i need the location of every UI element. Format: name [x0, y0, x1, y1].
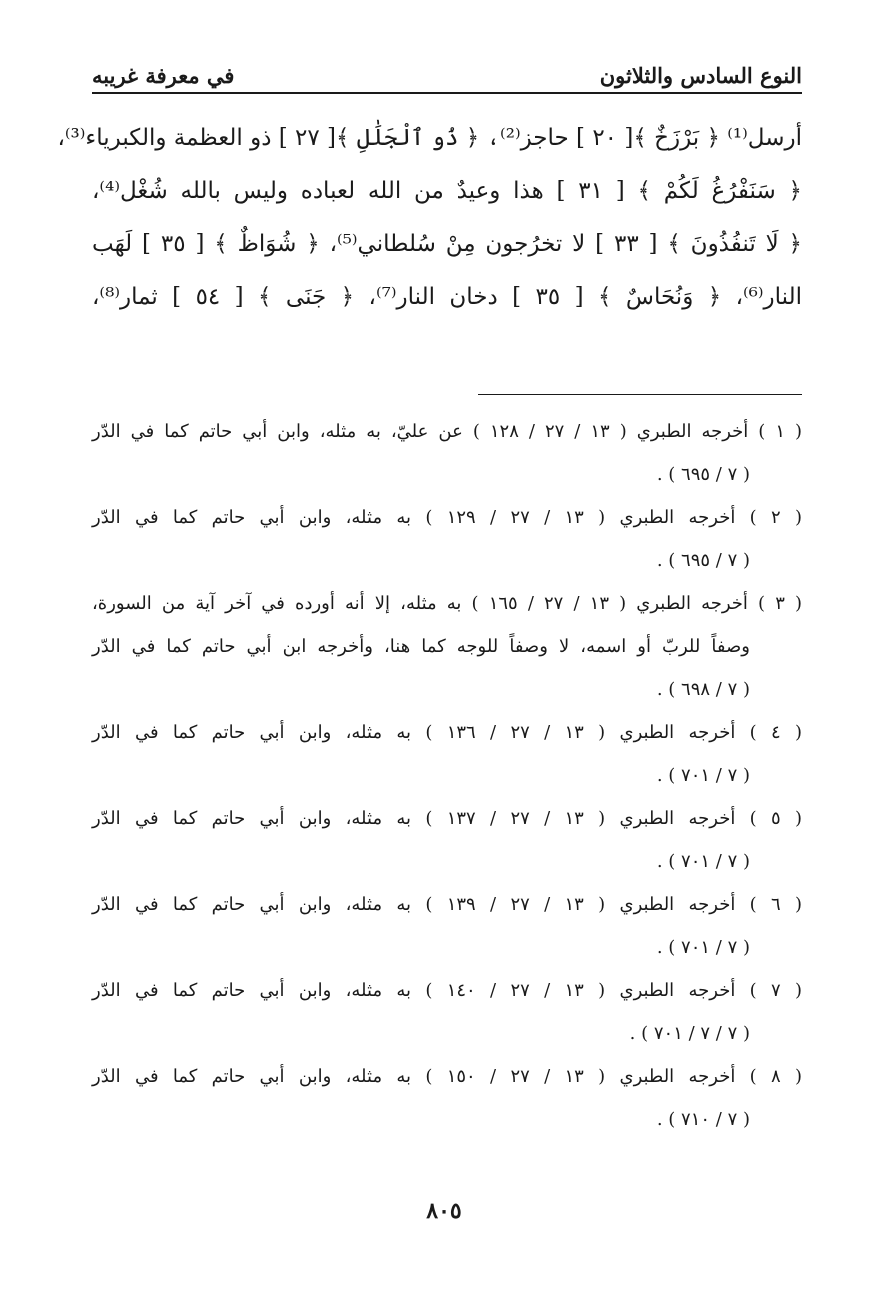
footnote-4	[92, 711, 802, 797]
footnote-7	[92, 969, 802, 1055]
footnote-line: ( ٧ / ٦٩٥ ) .	[656, 464, 750, 485]
footnote-1	[92, 410, 802, 496]
footnote-line: ( ٢ ) أخرجه الطبري ( ١٣ / ٢٧ / ١٢٩ ) به مثله، وابن أبي حاتم كما في الدّر	[92, 507, 802, 528]
main-text-line: أرسل⁽¹⁾ ﴿ بَرْزَخٌ ﴾[ ٢٠ ] حاجز⁽²⁾، ﴿ ذُو ٱلْجَلَٰلِ ﴾[ ٢٧ ] ذو العظمة والكبرياء⁽³⁾،	[57, 125, 802, 151]
section-title: في معرفة غريبه	[92, 63, 235, 88]
footnote-6	[92, 883, 802, 969]
footnote-line: ( ٥ ) أخرجه الطبري ( ١٣ / ٢٧ / ١٣٧ ) به مثله، وابن أبي حاتم كما في الدّر	[92, 808, 802, 829]
footnote-line: ( ٦ ) أخرجه الطبري ( ١٣ / ٢٧ / ١٣٩ ) به مثله، وابن أبي حاتم كما في الدّر	[92, 894, 802, 915]
footnote-line: ( ٧ / ٦٩٨ ) .	[656, 679, 750, 700]
footnote-line: ( ٧ / ٦٩٥ ) .	[656, 550, 750, 571]
footnote-line: ( ٧ ) أخرجه الطبري ( ١٣ / ٢٧ / ١٤٠ ) به مثله، وابن أبي حاتم كما في الدّر	[92, 980, 802, 1001]
footnote-line: ( ٧ / ٧١٠ ) .	[656, 1109, 750, 1130]
footnote-line: ( ٤ ) أخرجه الطبري ( ١٣ / ٢٧ / ١٣٦ ) به مثله، وابن أبي حاتم كما في الدّر	[92, 722, 802, 743]
chapter-title: النوع السادس والثلاثون	[599, 63, 802, 88]
footnote-separator	[478, 394, 802, 395]
header-rule	[92, 92, 802, 94]
footnote-3	[92, 582, 802, 711]
main-text-line: ﴿ سَنَفْرُغُ لَكُمْ ﴾ [ ٣١ ] هذا وعيدٌ من الله لعباده وليس بالله شُغْل⁽⁴⁾،	[92, 178, 802, 204]
footnote-8	[92, 1055, 802, 1141]
footnotes	[92, 410, 802, 1141]
footnote-line: وصفاً للربّ أو اسمه، لا وصفاً للوجه كما هنا، وأخرجه ابن أبي حاتم كما في الدّر	[92, 636, 750, 657]
main-text	[57, 112, 803, 324]
footnote-line: ( ٧ / ٧٠١ ) .	[656, 765, 750, 786]
footnote-line: ( ٧ / ٧ / ٧٠١ ) .	[629, 1023, 750, 1044]
footnote-5	[92, 797, 802, 883]
page-number: ٨٠٥	[426, 1198, 462, 1224]
footnote-line: ( ١ ) أخرجه الطبري ( ١٣ / ٢٧ / ١٢٨ ) عن عليّ، به مثله، وابن أبي حاتم كما في الدّر	[92, 421, 803, 442]
footnote-line: ( ٧ / ٧٠١ ) .	[656, 937, 750, 958]
running-header	[92, 48, 802, 88]
footnote-line: ( ٣ ) أخرجه الطبري ( ١٣ / ٢٧ / ١٦٥ ) به مثله، إلا أنه أورده في آخر آية من السورة،	[92, 593, 803, 614]
footnote-line: ( ٨ ) أخرجه الطبري ( ١٣ / ٢٧ / ١٥٠ ) به مثله، وابن أبي حاتم كما في الدّر	[92, 1066, 802, 1087]
footnote-line: ( ٧ / ٧٠١ ) .	[656, 851, 750, 872]
main-text-line: النار⁽⁶⁾، ﴿ وَنُحَاسٌ ﴾ [ ٣٥ ] دخان النار⁽⁷⁾، ﴿ جَنَى ﴾ [ ٥٤ ] ثمار⁽⁸⁾،	[92, 284, 803, 310]
footnote-2	[92, 496, 802, 582]
main-text-line: ﴿ لَا تَنفُذُونَ ﴾ [ ٣٣ ] لا تخرُجون مِنْ سُلطاني⁽⁵⁾، ﴿ شُوَاظٌ ﴾ [ ٣٥ ] لَهَب	[92, 231, 803, 257]
